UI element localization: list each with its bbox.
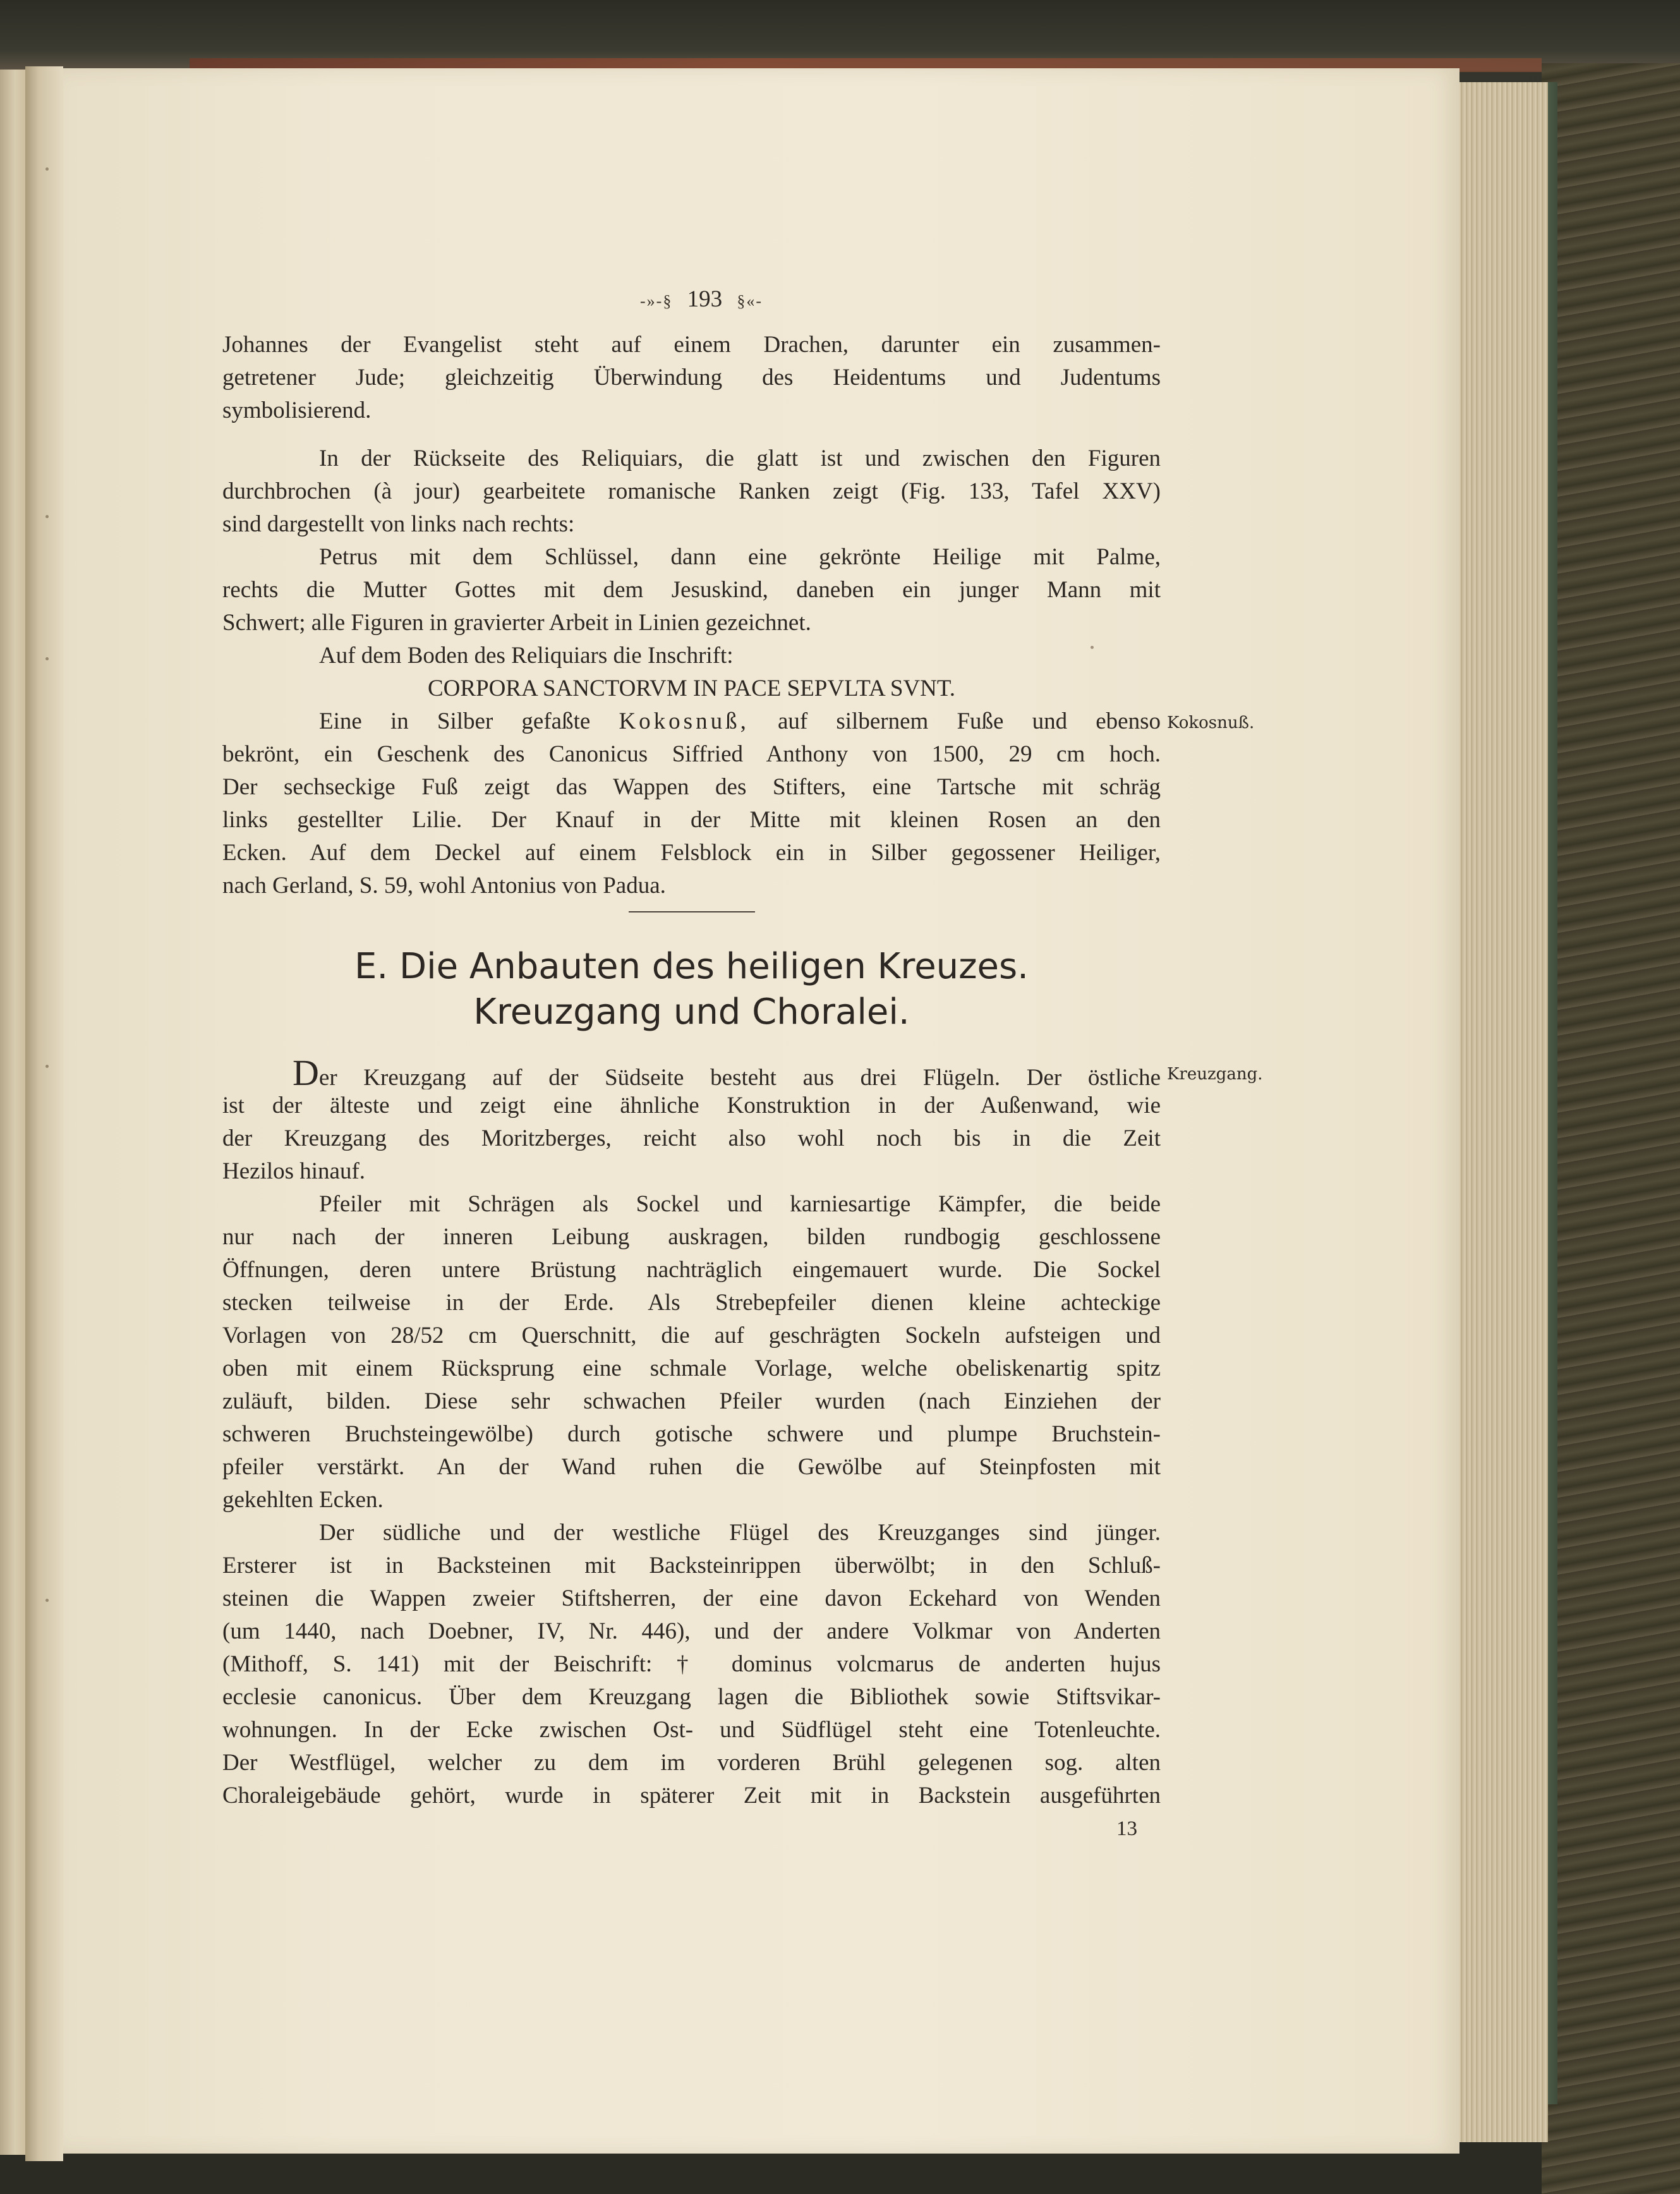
drop-cap: D [293,1057,319,1089]
text-line: (um 1440, nach Doebner, IV, Nr. 446), und der andere Volkmar von Anderten [222,1618,1161,1644]
text-run: er Kreuzgang auf der Südseite besteht aus drei Flügeln. Der östliche [318,1065,1161,1089]
text-line: pfeiler verstärkt. An der Wand ruhen die Gewölbe auf Steinpfosten mit [222,1454,1161,1480]
text-line: Der Westflügel, welcher zu dem im vorderen Brühl gelegenen sog. alten [222,1750,1161,1776]
text-line [293,1057,1161,1089]
text-line [319,705,1161,738]
text-line: gekehlten Ecken. [222,1487,384,1513]
text-line: getretener Jude; gleichzeitig Überwindung des Heidentums und Judentums [222,365,1161,391]
margin-note-kokosnuss: Kokosnuß. [1167,713,1255,732]
section-divider [629,911,755,912]
text-line: wohnungen. In der Ecke zwischen Ost- und Südflügel steht eine Totenleuchte. [222,1717,1161,1743]
paper-speck [45,515,49,518]
text-line: Vorlagen von 28/52 cm Querschnitt, die auf geschrägten Sockeln aufsteigen und [222,1323,1161,1349]
text-line: Johannes der Evangelist steht auf einem Drachen, darunter ein zusammen- [222,332,1161,358]
text-line: Öffnungen, deren untere Brüstung nachträglich eingemauert wurde. Die Sockel [222,1257,1161,1283]
book-gutter [25,66,63,2161]
paper-speck [45,1599,49,1602]
page-stack-edges [1453,82,1548,2142]
text-line: nach Gerland, S. 59, wohl Antonius von Padua. [222,873,666,899]
emphasized-term: Kokosnuß, [619,708,749,734]
text-line: Ersterer ist in Backsteinen mit Backsteinrippen überwölbt; in den Schluß- [222,1553,1161,1579]
text-line: steinen die Wappen zweier Stiftsherren, der eine davon Eckehard von Wenden [222,1585,1161,1611]
book-cover-right [1542,63,1680,2194]
paper-speck [45,167,49,171]
text-line: Pfeiler mit Schrägen als Sockel und karniesartige Kämpfer, die beide [319,1191,1161,1217]
text-line: symbolisierend. [222,397,372,423]
text-line: Petrus mit dem Schlüssel, dann eine gekrönte Heilige mit Palme, [319,544,1161,570]
text-line: links gestellter Lilie. Der Knauf in der Mitte mit kleinen Rosen an den [222,807,1161,833]
text-line: rechts die Mutter Gottes mit dem Jesuskind, daneben ein junger Mann mit [222,577,1161,603]
text-line: stecken teilweise in der Erde. Als Strebepfeiler dienen kleine achteckige [222,1290,1161,1316]
inscription: CORPORA SANCTORVM IN PACE SEPVLTA SVNT. [427,676,955,701]
text-line: Auf dem Boden des Reliquiars die Inschrift: [319,643,734,669]
text-line: zuläuft, bilden. Diese sehr schwachen Pfeiler wurden (nach Einziehen der [222,1388,1161,1414]
header-ornament-right: §«- [737,292,763,310]
text-line: In der Rückseite des Reliquiars, die glatt ist und zwischen den Figuren [319,445,1161,471]
margin-note-kreuzgang: Kreuzgang. [1167,1065,1263,1084]
text-line: Schwert; alle Figuren in gravierter Arbeit in Linien gezeichnet. [222,610,811,636]
text-line: Der südliche und der westliche Flügel des Kreuzganges sind jünger. [319,1520,1161,1546]
page-number: 193 [687,286,723,312]
section-heading: E. Die Anbauten des heiligen Kreuzes. [354,946,1029,987]
text-line: ecclesie canonicus. Über dem Kreuzgang lagen die Bibliothek sowie Stiftsvikar- [222,1684,1161,1710]
paper-speck [45,1065,49,1068]
text-line: durchbrochen (à jour) gearbeitete romanische Ranken zeigt (Fig. 133, Tafel XXV) [222,478,1161,504]
header-ornament-left: -»-§ [640,292,673,310]
text-line: (Mithoff, S. 141) mit der Beischrift: † dominus volcmarus de anderten hujus [222,1651,1161,1677]
text-line: ist der älteste und zeigt eine ähnliche Konstruktion in der Außenwand, wie [222,1093,1161,1118]
section-subheading: Kreuzgang und Choralei. [473,991,910,1033]
text-run: Eine in Silber gefaßte [319,708,591,734]
paper-speck [45,657,49,660]
text-line: Ecken. Auf dem Deckel auf einem Felsblock ein in Silber gegossener Heiliger, [222,840,1161,866]
text-line: oben mit einem Rücksprung eine schmale Vorlage, welche obeliskenartig spitz [222,1355,1161,1381]
text-line: bekrönt, ein Geschenk des Canonicus Siffried Anthony von 1500, 29 cm hoch. [222,741,1161,767]
left-page-edge [0,70,25,2155]
text-run: auf silbernem Fuße und ebenso [777,708,1161,734]
text-line: Hezilos hinauf. [222,1158,366,1184]
text-line: nur nach der inneren Leibung auskragen, bilden rundbogig geschlossene [222,1224,1161,1250]
text-line: Der sechseckige Fuß zeigt das Wappen des Stifters, eine Tartsche mit schräg [222,774,1161,800]
text-line: sind dargestellt von links nach rechts: [222,511,575,537]
text-line: der Kreuzgang des Moritzberges, reicht also wohl noch bis in die Zeit [222,1125,1161,1151]
text-line: Choraleigebäude gehört, wurde in späterer Zeit mit in Backstein ausgeführten [222,1783,1161,1809]
page-header [600,283,802,316]
text-line: schweren Bruchsteingewölbe) durch gotische schwere und plumpe Bruchstein- [222,1421,1161,1447]
printer-signature: 13 [1116,1817,1137,1840]
